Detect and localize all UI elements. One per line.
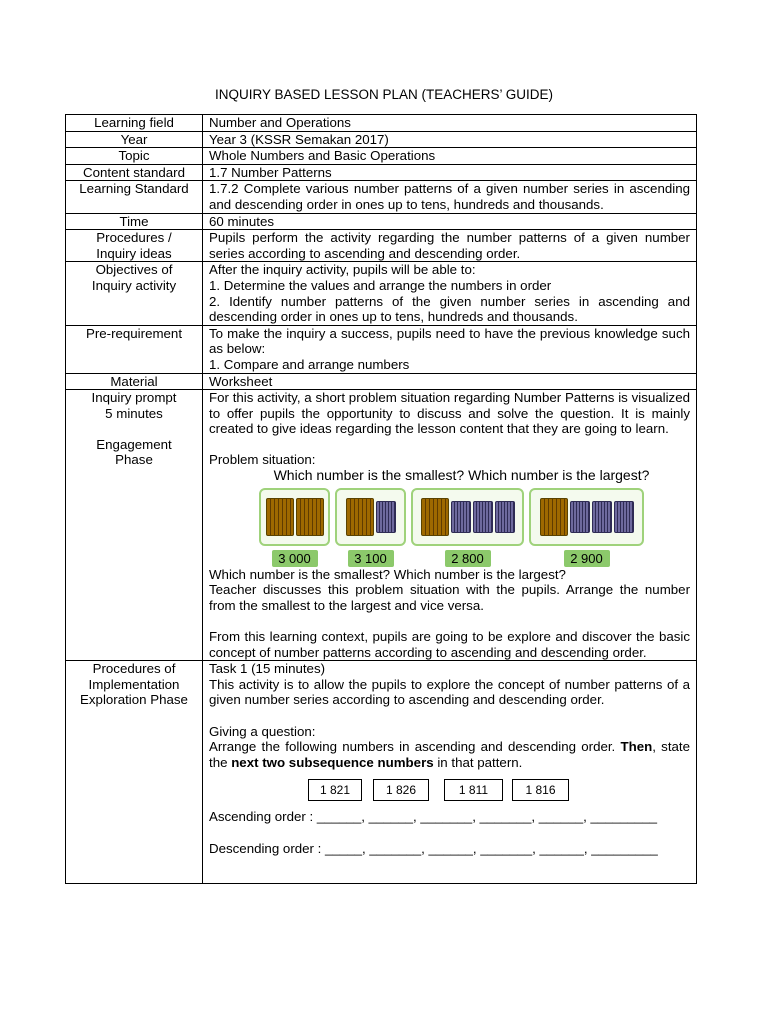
row-content-standard xyxy=(66,164,697,181)
label-objectives-line2: Inquiry activity xyxy=(91,277,177,293)
row-learning-field xyxy=(66,115,697,132)
inquiry-paragraph-3: From this learning context, pupils are going to be explore and discover the basic concept of number patterns according to ascending and descending order. xyxy=(209,629,690,660)
hundred-flat-icon xyxy=(376,501,396,533)
value-inquiry-prompt xyxy=(203,390,697,661)
label-objectives-line1: Objectives of xyxy=(95,262,173,278)
number-box-1: 1 821 xyxy=(308,779,362,801)
question-bold-next: next two subsequence numbers xyxy=(231,754,434,770)
block-group-1 xyxy=(259,488,330,567)
label-objectives xyxy=(66,262,203,325)
problem-image-question: Which number is the smallest? Which number is the largest? xyxy=(273,467,650,484)
row-learning-standard xyxy=(66,181,697,213)
giving-question-label: Giving a question: xyxy=(209,723,316,739)
ascending-order-line: Ascending order : ______, ______, _______, _______, ______, _________ xyxy=(209,809,658,825)
label-inquiry-line2: 5 minutes xyxy=(105,405,163,421)
label-content-standard: Content standard xyxy=(66,164,203,181)
row-year xyxy=(66,131,697,148)
label-procedures xyxy=(66,230,203,262)
thousand-cube-icon xyxy=(296,498,324,536)
block-box-4 xyxy=(529,488,644,546)
hundred-flat-icon xyxy=(495,501,515,533)
value-prereq xyxy=(203,325,697,373)
row-exploration xyxy=(66,661,697,884)
prereq-item-1: 1. Compare and arrange numbers xyxy=(209,356,410,372)
row-topic xyxy=(66,148,697,165)
problem-situation-label: Problem situation: xyxy=(209,452,316,468)
prereq-intro: To make the inquiry a success, pupils need to have the previous knowledge such as below: xyxy=(209,325,690,357)
question-bold-then: Then xyxy=(620,739,653,755)
inquiry-paragraph-1: For this activity, a short problem situation regarding Number Patterns is visualized to offer pupils the opportunity to discuss and solve the question. It is mainly created to give ideas regarding the lesson content that they are going to learn. xyxy=(209,390,690,437)
label-inquiry-line4: Phase xyxy=(115,452,153,468)
number-box-2: 1 826 xyxy=(373,779,429,801)
label-material: Material xyxy=(66,373,203,390)
number-boxes xyxy=(209,779,690,809)
exploration-paragraph-1: This activity is to allow the pupils to explore the concept of number patterns of a given number series according to ascending and descending order. xyxy=(209,676,690,708)
thousand-cube-icon xyxy=(421,498,449,536)
label-learning-field: Learning field xyxy=(66,115,203,132)
value-content-standard: 1.7 Number Patterns xyxy=(203,164,697,181)
objectives-intro: After the inquiry activity, pupils will be able to: xyxy=(209,262,476,278)
lesson-plan-table xyxy=(65,114,697,884)
label-procedures-line2: Inquiry ideas xyxy=(96,245,172,261)
row-material xyxy=(66,373,697,390)
value-procedures: Pupils perform the activity regarding the number patterns of a given number series according to ascending and descending order. xyxy=(203,230,697,262)
question-part-2: , state the xyxy=(209,739,690,770)
block-value-2: 3 100 xyxy=(348,550,394,567)
hundred-flat-icon xyxy=(592,501,612,533)
question-part-3: in that pattern. xyxy=(433,754,523,770)
block-group-4 xyxy=(529,488,644,567)
thousand-cube-icon xyxy=(540,498,568,536)
value-learning-field: Number and Operations xyxy=(203,115,697,132)
row-procedures xyxy=(66,230,697,262)
hundred-flat-icon xyxy=(451,501,471,533)
row-time xyxy=(66,213,697,230)
value-time: 60 minutes xyxy=(203,213,697,230)
block-box-1 xyxy=(259,488,330,546)
page-title: INQUIRY BASED LESSON PLAN (TEACHERS’ GUIDE) xyxy=(214,87,554,102)
row-inquiry-prompt xyxy=(66,390,697,661)
label-time: Time xyxy=(66,213,203,230)
label-year: Year xyxy=(66,131,203,148)
hundred-flat-icon xyxy=(570,501,590,533)
inquiry-question: Which number is the smallest? Which number is the largest? xyxy=(209,566,566,582)
label-inquiry-line3: Engagement xyxy=(96,436,172,452)
value-exploration xyxy=(203,661,697,884)
label-procedures-line1: Procedures / xyxy=(96,230,172,246)
row-objectives xyxy=(66,262,697,325)
question-part-1: Arrange the following numbers in ascending and descending order. xyxy=(209,739,621,755)
number-box-4: 1 816 xyxy=(512,779,569,801)
row-prereq xyxy=(66,325,697,373)
value-objectives xyxy=(203,262,697,325)
label-inquiry-line1: Inquiry prompt xyxy=(91,390,177,406)
base-ten-blocks-illustration xyxy=(259,488,690,567)
block-group-3 xyxy=(411,488,524,567)
number-box-3: 1 811 xyxy=(444,779,503,801)
block-value-3: 2 800 xyxy=(445,550,491,567)
block-group-2 xyxy=(335,488,406,567)
block-box-3 xyxy=(411,488,524,546)
label-learning-standard: Learning Standard xyxy=(66,181,203,213)
block-box-2 xyxy=(335,488,406,546)
objective-item-2: 2. Identify number patterns of the given number series in ascending and descending order in ones up to tens, hundreds and thousands. xyxy=(209,293,690,325)
label-exploration-line2: Implementation xyxy=(88,676,180,692)
descending-order-line: Descending order : _____, _______, ______, _______, ______, _________ xyxy=(209,840,658,856)
value-material: Worksheet xyxy=(203,373,697,390)
label-topic: Topic xyxy=(66,148,203,165)
label-exploration xyxy=(66,661,203,884)
task-title: Task 1 (15 minutes) xyxy=(209,661,326,677)
thousand-cube-icon xyxy=(346,498,374,536)
label-prereq: Pre-requirement xyxy=(66,325,203,373)
thousand-cube-icon xyxy=(266,498,294,536)
block-value-4: 2 900 xyxy=(564,550,610,567)
block-value-1: 3 000 xyxy=(272,550,318,567)
label-inquiry-prompt xyxy=(66,390,203,661)
objective-item-1: 1. Determine the values and arrange the numbers in order xyxy=(209,277,552,293)
value-year: Year 3 (KSSR Semakan 2017) xyxy=(203,131,697,148)
hundred-flat-icon xyxy=(614,501,634,533)
hundred-flat-icon xyxy=(473,501,493,533)
value-topic: Whole Numbers and Basic Operations xyxy=(203,148,697,165)
inquiry-paragraph-2: Teacher discusses this problem situation with the pupils. Arrange the number from the smallest to the largest and vice versa. xyxy=(209,582,690,613)
value-learning-standard: 1.7.2 Complete various number patterns of a given number series in ascending and descending order in ones up to tens, hundreds and thousands. xyxy=(203,181,697,213)
label-exploration-line1: Procedures of xyxy=(92,661,176,677)
exploration-question xyxy=(209,739,690,770)
label-exploration-line3: Exploration Phase xyxy=(80,692,188,708)
